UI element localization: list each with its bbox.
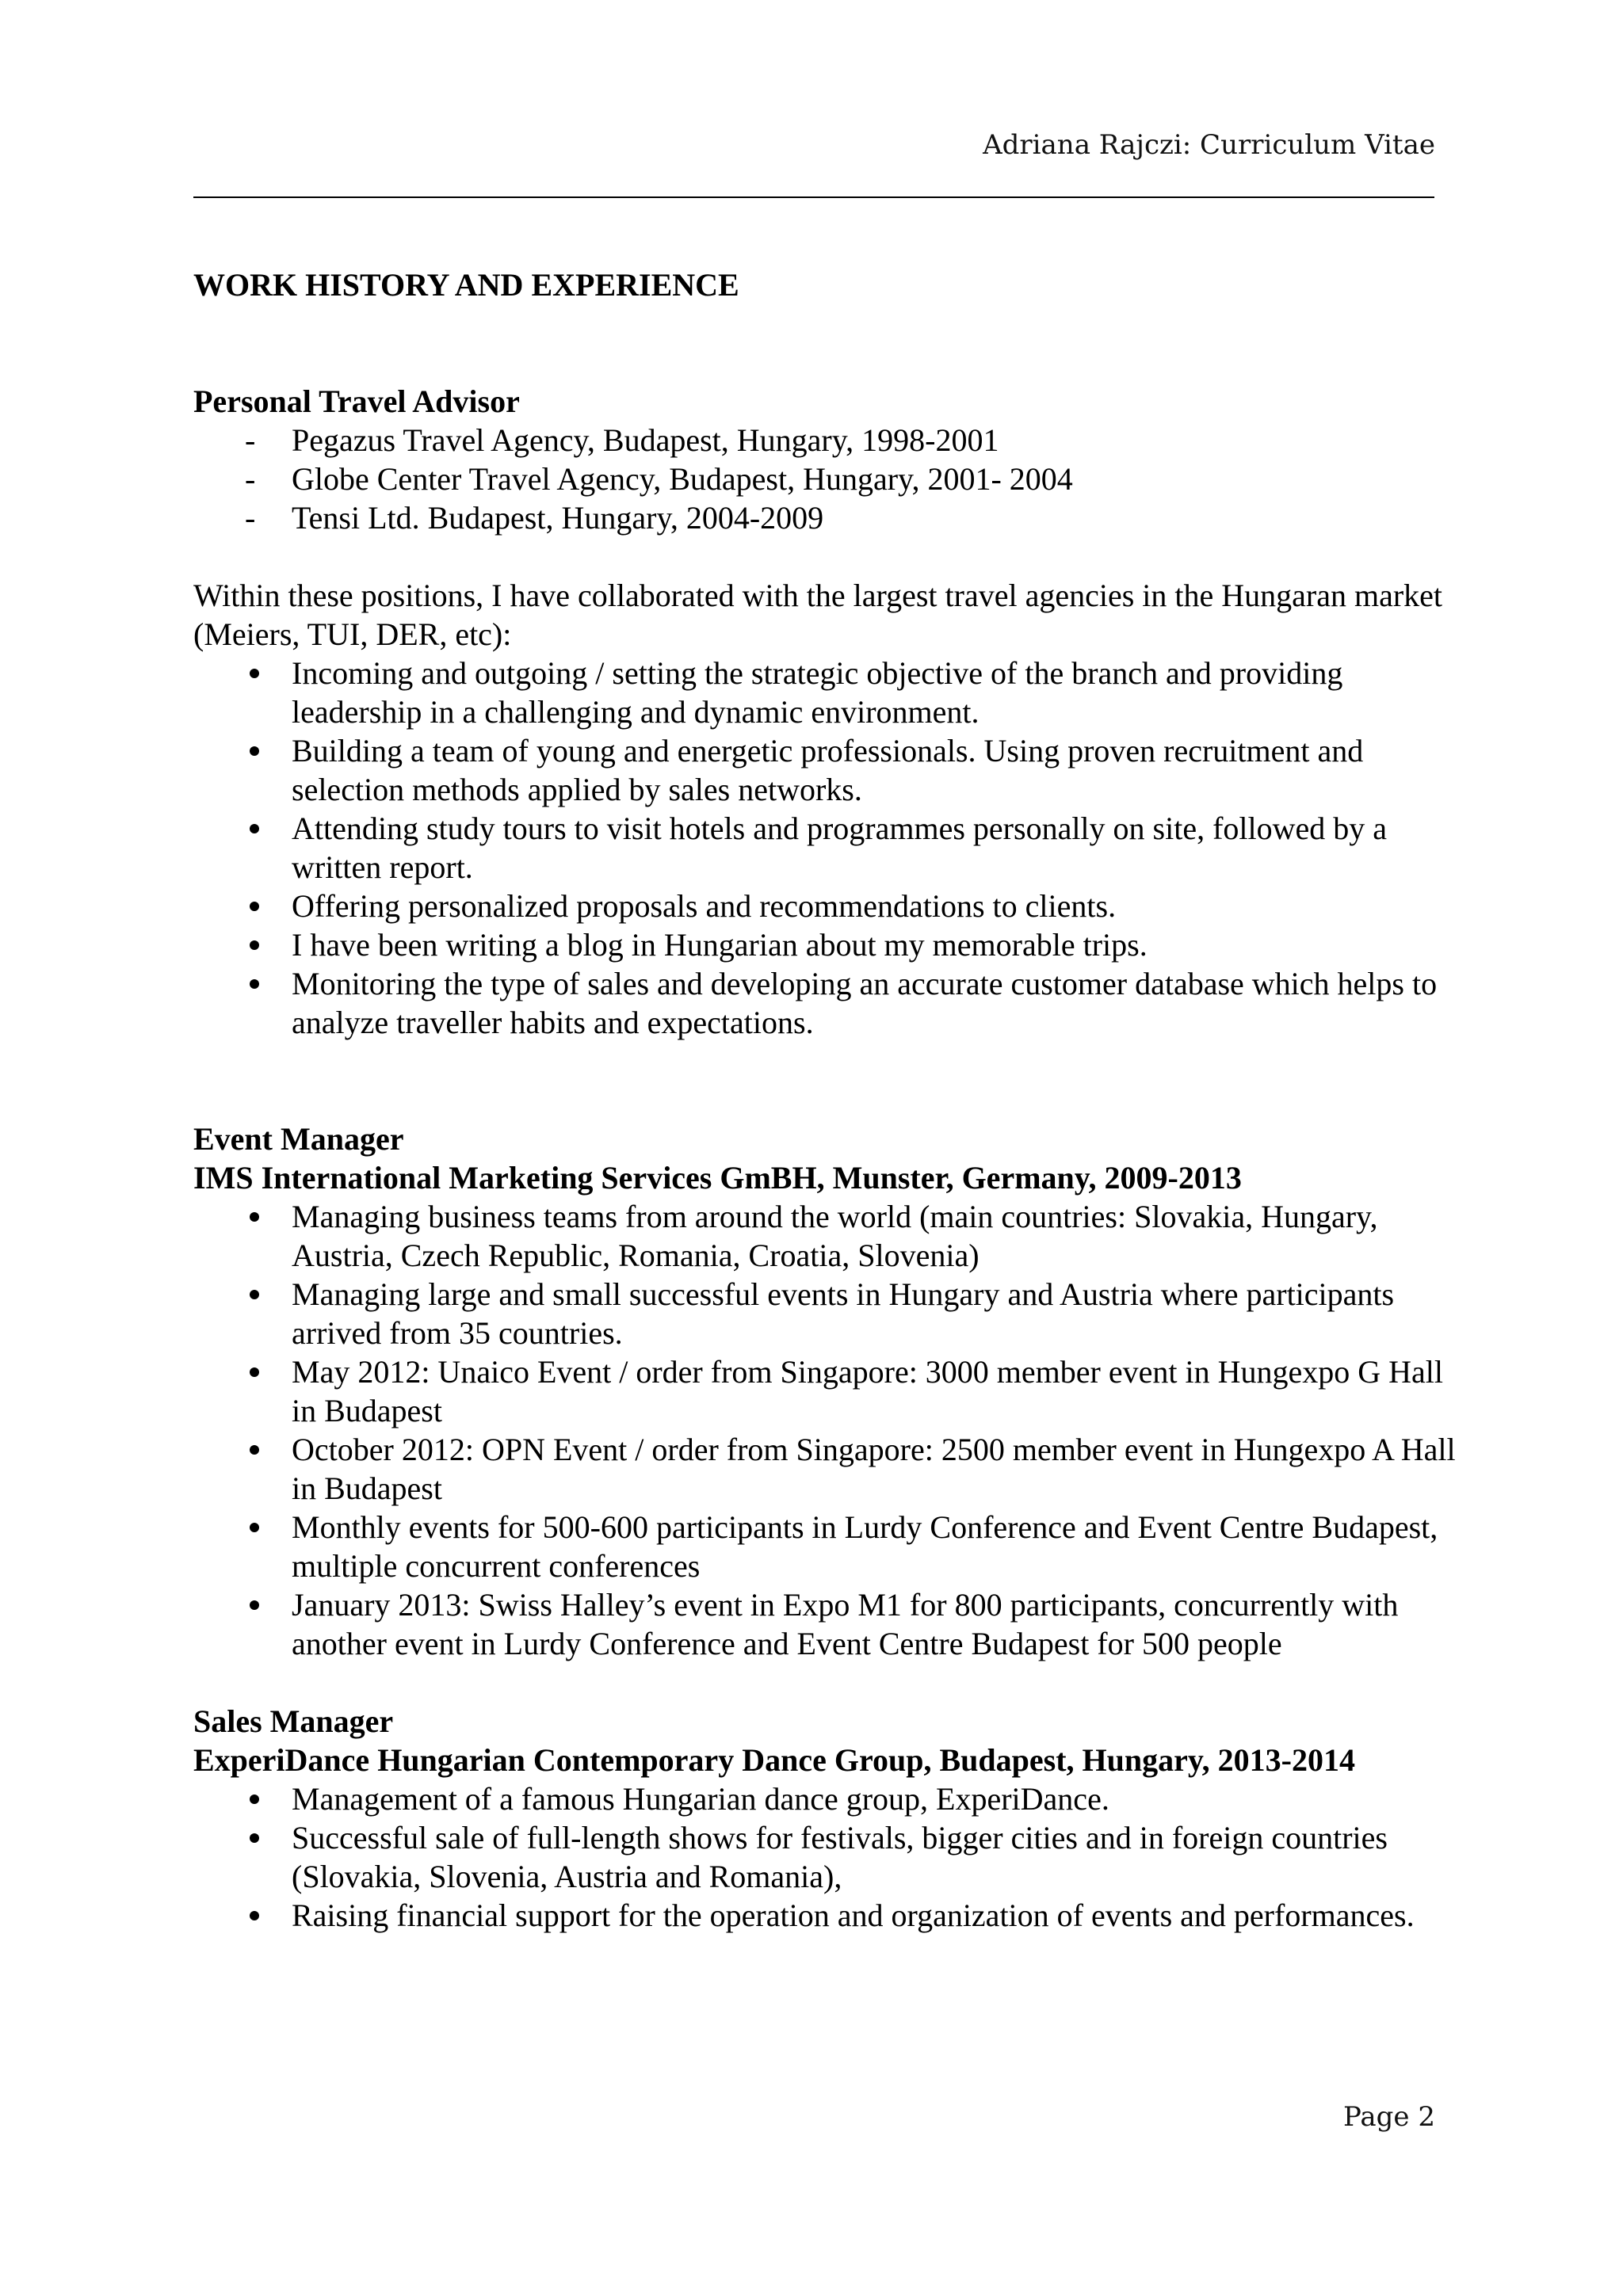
duty-text: Monitoring the type of sales and developing an accurate customer database which helps to analyze traveller habits and expectations.: [292, 966, 1438, 1040]
dash-marker: -: [245, 422, 256, 458]
spacer: [193, 304, 1461, 382]
position-item: [193, 498, 1461, 537]
job-title: Personal Travel Advisor: [193, 383, 520, 419]
duty-item: [193, 1896, 1461, 1935]
position-item: [193, 460, 1461, 498]
dash-marker: -: [245, 461, 256, 497]
bullet-icon: [250, 902, 259, 911]
bullet-icon: [250, 669, 259, 678]
bullet-icon: [250, 1911, 259, 1920]
duty-text: January 2013: Swiss Halley’s event in Expo M1 for 800 participants, concurrently with another event in Lurdy Conference and Event Centre Budapest for 500 people: [292, 1587, 1399, 1661]
duty-text: Raising financial support for the operation and organization of events and performances.: [292, 1897, 1415, 1933]
page-number: Page 2: [1343, 2101, 1435, 2133]
duty-item: [193, 1352, 1461, 1430]
content: [193, 265, 1461, 1935]
job-personal-travel-advisor: [193, 382, 1461, 1042]
duty-text: Successful sale of full-length shows for festivals, bigger cities and in foreign countries (Slovakia, Slovenia, Austria and Romania),: [292, 1820, 1388, 1894]
spacer: [193, 1042, 1461, 1119]
duty-text: I have been writing a blog in Hungarian about my memorable trips.: [292, 927, 1148, 963]
job-event-manager: [193, 1119, 1461, 1663]
duty-list: [193, 654, 1461, 1042]
duty-text: Incoming and outgoing / setting the strategic objective of the branch and providing leadership in a challenging and dynamic environment.: [292, 655, 1343, 730]
bullet-icon: [250, 1600, 259, 1610]
duty-item: [193, 1197, 1461, 1275]
duty-text: May 2012: Unaico Event / order from Singapore: 3000 member event in Hungexpo G Hall in Budapest: [292, 1354, 1443, 1428]
duty-item: [193, 1275, 1461, 1352]
duty-item: [193, 1508, 1461, 1585]
header-title: Adriana Rajczi: Curriculum Vitae: [983, 129, 1435, 161]
bullet-icon: [250, 940, 259, 950]
bullet-icon: [250, 1445, 259, 1455]
duty-text: Management of a famous Hungarian dance group, ExperiDance.: [292, 1781, 1109, 1817]
job-sales-manager: [193, 1702, 1461, 1935]
duty-text: Monthly events for 500-600 participants in Lurdy Conference and Event Centre Budapest, multiple concurrent conferences: [292, 1509, 1438, 1584]
duty-item: [193, 731, 1461, 809]
job-intro: Within these positions, I have collaborated with the largest travel agencies in the Hungaran market (Meiers, TUI, DER, etc):: [193, 578, 1443, 652]
bullet-icon: [250, 1367, 259, 1377]
bullet-icon: [250, 1794, 259, 1804]
duty-text: October 2012: OPN Event / order from Singapore: 2500 member event in Hungexpo A Hall in Budapest: [292, 1432, 1456, 1506]
bullet-icon: [250, 1523, 259, 1532]
bullet-icon: [250, 979, 259, 989]
position-list: [193, 421, 1461, 537]
duty-item: [193, 1818, 1461, 1896]
duty-item: [193, 1430, 1461, 1508]
company-name: ExperiDance Hungarian Contemporary Dance Group, Budapest, Hungary, 2013-2014: [193, 1742, 1355, 1778]
duty-item: [193, 887, 1461, 925]
duty-item: [193, 809, 1461, 887]
section-title: WORK HISTORY AND EXPERIENCE: [193, 267, 739, 303]
duty-item: [193, 1585, 1461, 1663]
job-title: Sales Manager: [193, 1703, 394, 1739]
duty-item: [193, 1779, 1461, 1818]
header-divider: [193, 196, 1434, 198]
bullet-icon: [250, 824, 259, 833]
bullet-icon: [250, 746, 259, 756]
company-name: IMS International Marketing Services GmBH, Munster, Germany, 2009-2013: [193, 1160, 1242, 1196]
spacer: [193, 1663, 1461, 1702]
dash-marker: -: [245, 500, 256, 536]
duty-item: [193, 964, 1461, 1042]
duty-text: Attending study tours to visit hotels and programmes personally on site, followed by a written report.: [292, 810, 1388, 885]
spacer: [193, 537, 1461, 576]
job-title: Event Manager: [193, 1121, 404, 1157]
position-text: Tensi Ltd. Budapest, Hungary, 2004-2009: [292, 500, 824, 536]
bullet-icon: [250, 1833, 259, 1843]
duty-item: [193, 654, 1461, 731]
duty-item: [193, 925, 1461, 964]
position-text: Globe Center Travel Agency, Budapest, Hungary, 2001- 2004: [292, 461, 1073, 497]
duty-text: Managing business teams from around the world (main countries: Slovakia, Hungary, Austria, Czech Republic, Romania, Croatia, Slovenia): [292, 1199, 1378, 1273]
position-text: Pegazus Travel Agency, Budapest, Hungary, 1998-2001: [292, 422, 999, 458]
bullet-icon: [250, 1212, 259, 1222]
duty-list: [193, 1779, 1461, 1935]
bullet-icon: [250, 1290, 259, 1299]
position-item: [193, 421, 1461, 460]
duty-text: Managing large and small successful events in Hungary and Austria where participants arrived from 35 countries.: [292, 1276, 1395, 1351]
duty-text: Building a team of young and energetic professionals. Using proven recruitment and selection methods applied by sales networks.: [292, 733, 1364, 807]
duty-list: [193, 1197, 1461, 1663]
duty-text: Offering personalized proposals and recommendations to clients.: [292, 888, 1117, 924]
